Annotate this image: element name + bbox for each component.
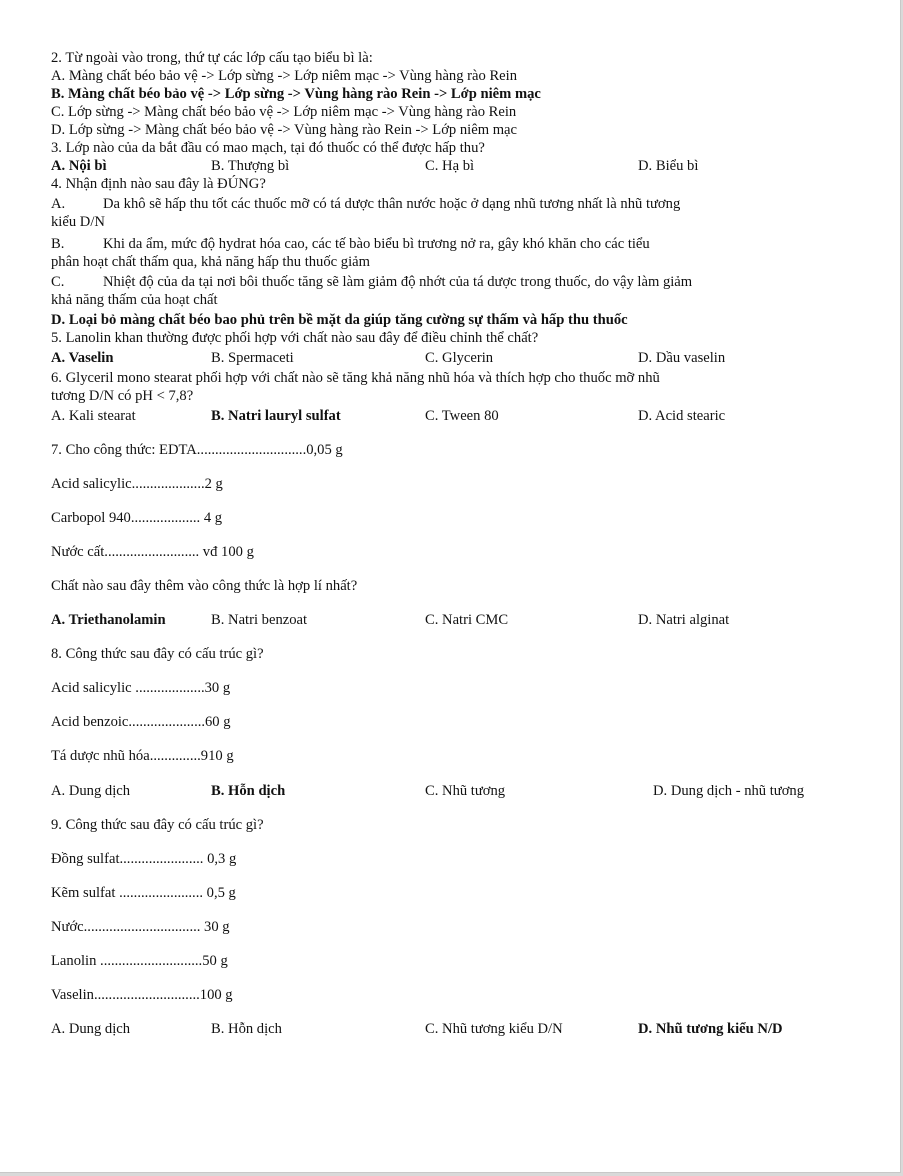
q4-option-b-text: Khi da ẩm, mức độ hydrat hóa cao, các tế bào biểu bì trương nở ra, gây khó khăn cho các tiểu bbox=[103, 236, 650, 252]
q9-formula-line-5: Vaselin.............................100 g bbox=[51, 987, 233, 1003]
q6-option-d: D. Acid stearic bbox=[638, 408, 726, 424]
q3-option-b: B. Thượng bì bbox=[211, 158, 290, 174]
q8-option-c: C. Nhũ tương bbox=[425, 783, 506, 799]
q6-option-a: A. Kali stearat bbox=[51, 408, 136, 424]
q9-formula-line-1: Đồng sulfat....................... 0,3 g bbox=[51, 851, 237, 867]
q5-option-b: B. Spermaceti bbox=[211, 350, 294, 366]
q2-option-d: D. Lớp sừng -> Màng chất béo bảo vệ -> Vùng hàng rào Rein -> Lớp niêm mạc bbox=[51, 122, 518, 138]
q9-formula-line-4: Lanolin ............................50 g bbox=[51, 953, 228, 969]
q4-option-d: D. Loại bỏ màng chất béo bao phủ trên bề mặt da giúp tăng cường sự thấm và hấp thu thuốc bbox=[51, 312, 628, 328]
q9-formula-line-2: Kẽm sulfat ....................... 0,5 g bbox=[51, 885, 236, 901]
q4-option-b-line1 bbox=[51, 235, 650, 253]
q9-formula-line-3: Nước................................ 30 g bbox=[51, 919, 230, 935]
q4-option-c-line2: khả năng thấm của hoạt chất bbox=[51, 292, 218, 308]
q5-option-a: A. Vaselin bbox=[51, 350, 114, 366]
q8-formula-line-3: Tá dược nhũ hóa..............910 g bbox=[51, 748, 234, 764]
q4-option-a-line2: kiểu D/N bbox=[51, 214, 105, 230]
q8-option-b: B. Hỗn dịch bbox=[211, 783, 286, 799]
q7-formula-line-2: Acid salicylic....................2 g bbox=[51, 476, 223, 492]
q9-option-a: A. Dung dịch bbox=[51, 1021, 131, 1037]
q2-question: 2. Từ ngoài vào trong, thứ tự các lớp cấu tạo biểu bì là: bbox=[51, 50, 373, 66]
q7-option-c: C. Natri CMC bbox=[425, 612, 509, 628]
q7-option-b: B. Natri benzoat bbox=[211, 612, 308, 628]
q9-question: 9. Công thức sau đây có cấu trúc gì? bbox=[51, 817, 264, 833]
q6-option-c: C. Tween 80 bbox=[425, 408, 499, 424]
q6-question-line2: tương D/N có pH < 7,8? bbox=[51, 388, 194, 404]
q5-option-c: C. Glycerin bbox=[425, 350, 494, 366]
q3-option-d: D. Biểu bì bbox=[638, 158, 699, 174]
q7-question: Chất nào sau đây thêm vào công thức là hợp lí nhất? bbox=[51, 578, 358, 594]
q9-option-c: C. Nhũ tương kiểu D/N bbox=[425, 1021, 563, 1037]
q4-option-c-text: Nhiệt độ của da tại nơi bôi thuốc tăng sẽ làm giảm độ nhớt của tá dược trong thuốc, do vậy làm giảm bbox=[103, 274, 693, 290]
q4-option-b-label: B. bbox=[51, 236, 65, 252]
q6-question-line1: 6. Glyceril mono stearat phối hợp với chất nào sẽ tăng khả năng nhũ hóa và thích hợp cho thuốc mỡ nhũ bbox=[51, 370, 660, 386]
q8-option-d: D. Dung dịch - nhũ tương bbox=[653, 783, 805, 799]
q3-option-c: C. Hạ bì bbox=[425, 158, 475, 174]
q2-option-a: A. Màng chất béo bảo vệ -> Lớp sừng -> Lớp niêm mạc -> Vùng hàng rào Rein bbox=[51, 68, 518, 84]
q4-option-a-line1 bbox=[51, 195, 680, 213]
q8-question: 8. Công thức sau đây có cấu trúc gì? bbox=[51, 646, 264, 662]
q3-option-a: A. Nội bì bbox=[51, 158, 107, 174]
q4-option-c-label: C. bbox=[51, 274, 65, 290]
q5-option-d: D. Dầu vaselin bbox=[638, 350, 726, 366]
q7-option-a: A. Triethanolamin bbox=[51, 612, 166, 628]
q4-option-b-line2: phân hoạt chất thấm qua, khả năng hấp thu thuốc giảm bbox=[51, 254, 370, 270]
q4-question: 4. Nhận định nào sau đây là ĐÚNG? bbox=[51, 176, 266, 192]
q6-option-b: B. Natri lauryl sulfat bbox=[211, 408, 341, 424]
q4-option-a-text: Da khô sẽ hấp thu tốt các thuốc mỡ có tá dược thân nước hoặc ở dạng nhũ tương nhất là nhũ tương bbox=[103, 196, 681, 212]
q5-question: 5. Lanolin khan thường được phối hợp với chất nào sau đây để điều chỉnh thể chất? bbox=[51, 330, 539, 346]
q7-formula-line-1: 7. Cho công thức: EDTA..............................0,05 g bbox=[51, 442, 343, 458]
q7-option-d: D. Natri alginat bbox=[638, 612, 730, 628]
q4-option-c-line1 bbox=[51, 273, 692, 291]
q9-option-b: B. Hỗn dịch bbox=[211, 1021, 282, 1037]
q2-option-b: B. Màng chất béo bảo vệ -> Lớp sừng -> Vùng hàng rào Rein -> Lớp niêm mạc bbox=[51, 86, 541, 102]
q8-formula-line-2: Acid benzoic.....................60 g bbox=[51, 714, 231, 730]
q7-formula-line-4: Nước cất.......................... vđ 100 g bbox=[51, 544, 254, 560]
q3-question: 3. Lớp nào của da bắt đầu có mao mạch, tại đó thuốc có thể được hấp thu? bbox=[51, 140, 485, 156]
q8-formula-line-1: Acid salicylic ...................30 g bbox=[51, 680, 231, 696]
q7-formula-line-3: Carbopol 940................... 4 g bbox=[51, 510, 223, 526]
q4-option-a-label: A. bbox=[51, 196, 66, 212]
q8-option-a: A. Dung dịch bbox=[51, 783, 131, 799]
q9-option-d: D. Nhũ tương kiểu N/D bbox=[638, 1021, 783, 1037]
q2-option-c: C. Lớp sừng -> Màng chất béo bảo vệ -> Lớp niêm mạc -> Vùng hàng rào Rein bbox=[51, 104, 517, 120]
